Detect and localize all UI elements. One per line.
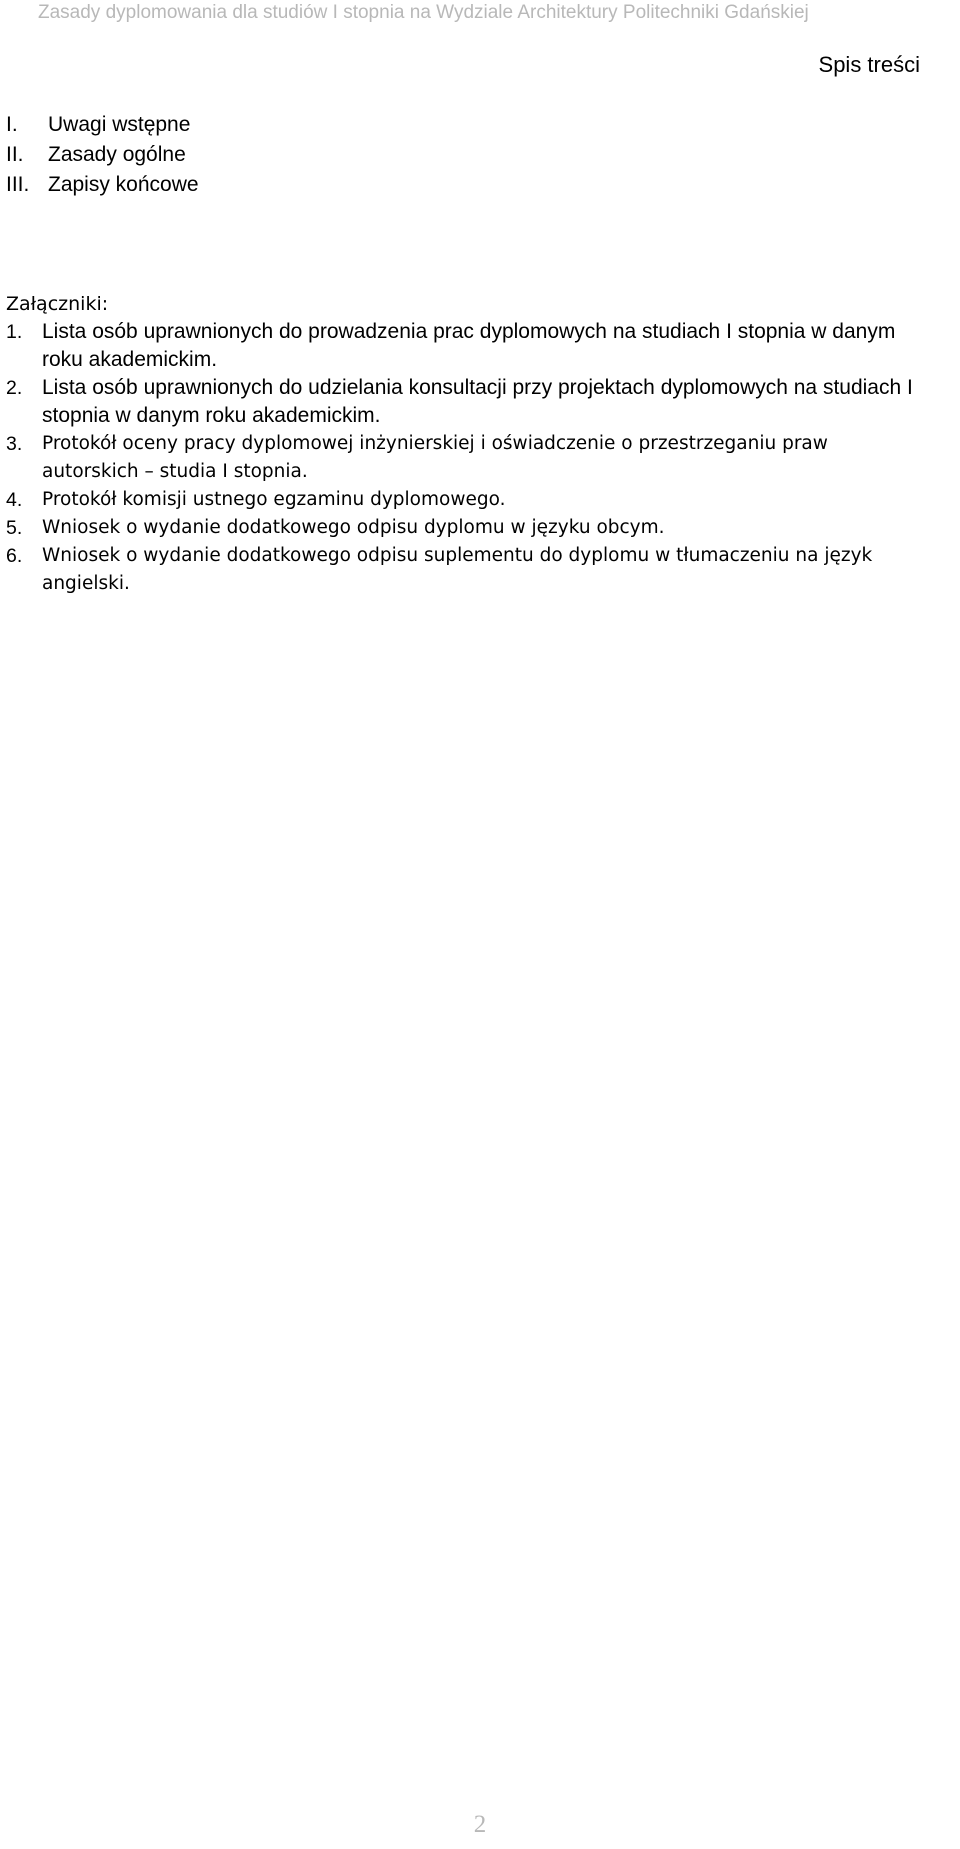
attachment-item [0, 514, 930, 542]
attachment-number: 6. [6, 545, 23, 567]
attachment-number: 3. [6, 433, 23, 455]
page-number: 2 [473, 1811, 487, 1838]
attachment-item [0, 374, 930, 430]
attachment-text: Lista osób uprawnionych do prowadzenia prac dyplomowych na studiach I stopnia w danym roku akademickim. [42, 320, 896, 371]
attachments-list [0, 318, 930, 598]
attachment-text: Protokół komisji ustnego egzaminu dyplomowego. [42, 489, 506, 510]
toc-item-zasady-ogolne [0, 140, 199, 170]
attachment-number: 2. [6, 377, 23, 399]
toc-item-label: Uwagi wstępne [48, 113, 191, 136]
toc-list [0, 110, 199, 200]
attachment-number: 5. [6, 517, 23, 539]
attachments-title: Załączniki: [6, 293, 109, 315]
toc-item-number: I. [6, 113, 18, 136]
attachment-text: Protokół oceny pracy dyplomowej inżynierskiej i oświadczenie o przestrzeganiu praw autorskich – studia I stopnia. [42, 433, 828, 482]
attachment-item [0, 486, 930, 514]
attachment-item [0, 430, 930, 486]
attachment-item [0, 318, 930, 374]
toc-item-number: III. [6, 173, 30, 196]
attachment-item [0, 542, 930, 598]
toc-item-zapisy-koncowe [0, 170, 199, 200]
attachment-number: 4. [6, 489, 23, 511]
toc-item-label: Zapisy końcowe [48, 173, 199, 196]
attachment-text: Lista osób uprawnionych do udzielania konsultacji przy projektach dyplomowych na studiach I stopnia w danym roku akademickim. [42, 376, 913, 427]
attachment-text: Wniosek o wydanie dodatkowego odpisu dyplomu w języku obcym. [42, 517, 665, 538]
toc-item-label: Zasady ogólne [48, 143, 186, 166]
attachment-number: 1. [6, 321, 23, 343]
toc-heading: Spis treści [818, 52, 920, 77]
toc-item-number: II. [6, 143, 24, 166]
attachment-text: Wniosek o wydanie dodatkowego odpisu suplementu do dyplomu w tłumaczeniu na język angielski. [42, 545, 873, 594]
running-header: Zasady dyplomowania dla studiów I stopnia na Wydziale Architektury Politechniki Gdańskiej [38, 2, 809, 23]
toc-item-uwagi-wstepne [0, 110, 199, 140]
